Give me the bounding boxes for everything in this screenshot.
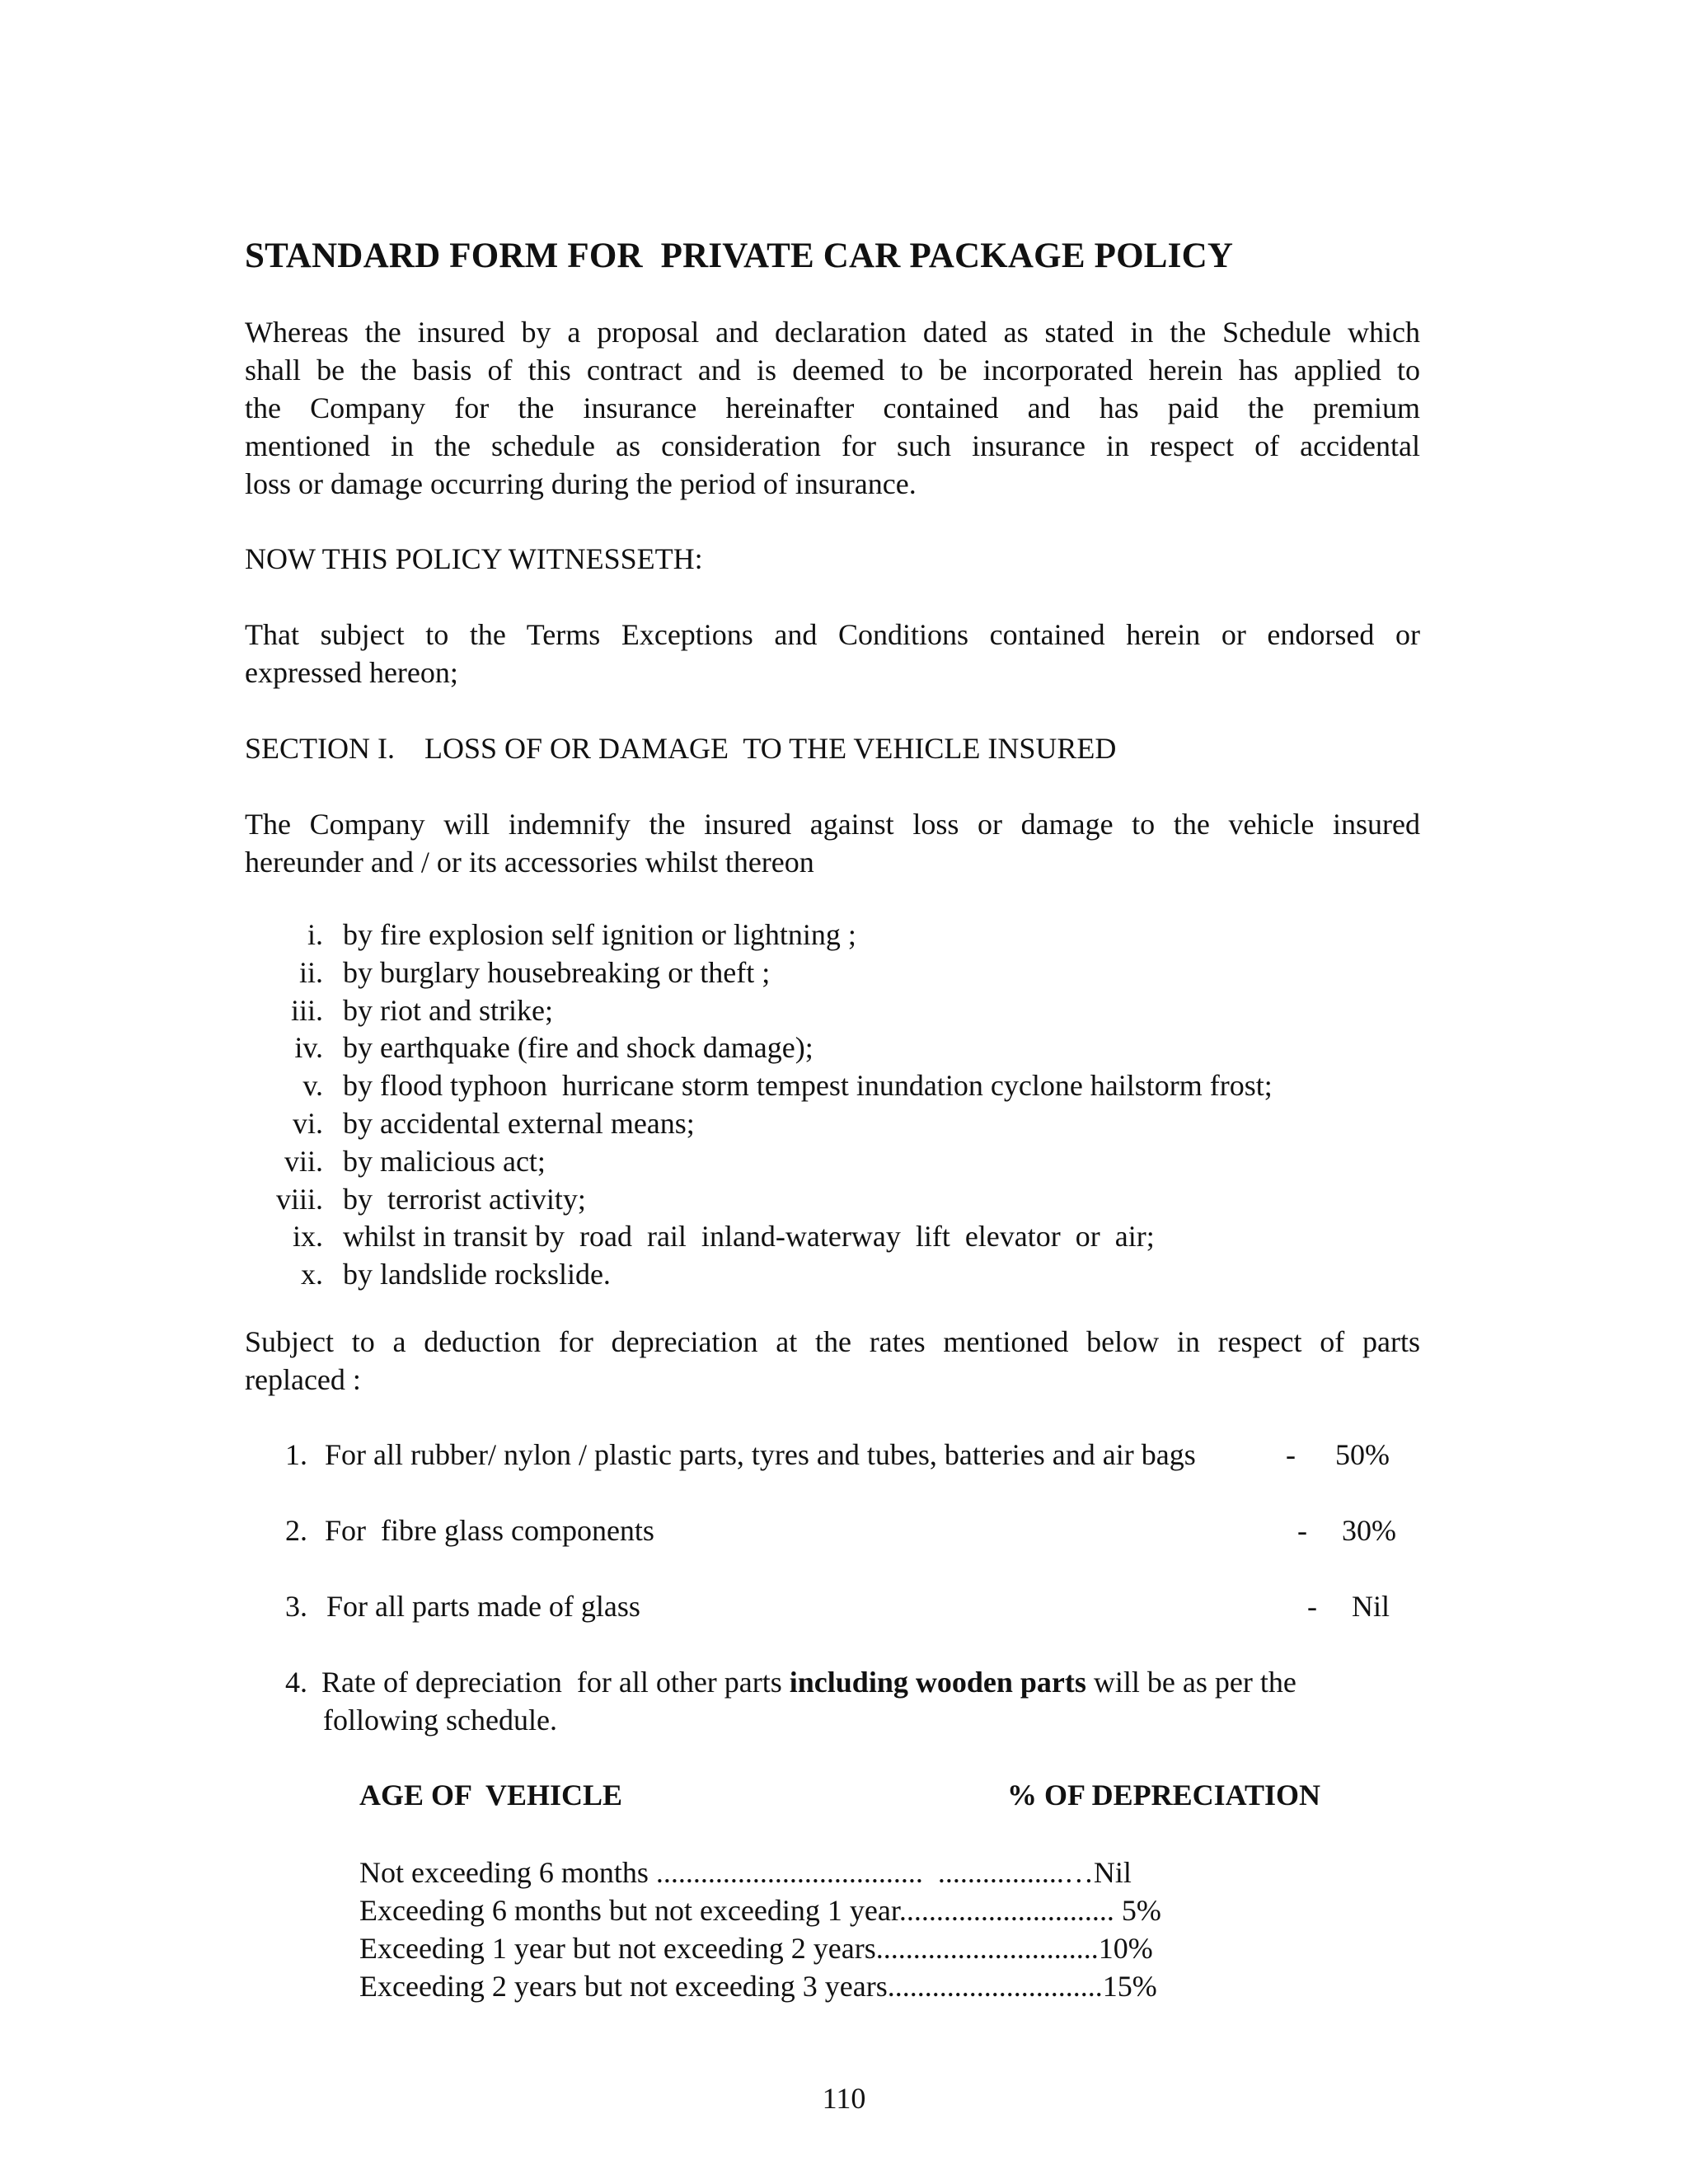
item4-line2: following schedule. bbox=[323, 1704, 557, 1736]
peril-text: by riot and strike; bbox=[343, 993, 553, 1027]
depreciation-item-number: 3. bbox=[285, 1590, 307, 1623]
indemnify-paragraph bbox=[245, 805, 1420, 881]
depreciation-item-number: 4. bbox=[285, 1666, 307, 1699]
deduction-line: Subject to a deduction for depreciation at the rates mentioned below in respect of parts bbox=[245, 1325, 1420, 1358]
page-number: 110 bbox=[822, 2082, 866, 2115]
subject-paragraph bbox=[245, 616, 1420, 691]
deduction-line: replaced : bbox=[245, 1363, 361, 1396]
peril-text: by earthquake (fire and shock damage); bbox=[343, 1031, 814, 1065]
intro-line: shall be the basis of this contract and is deemed to be incorporated herein has applied to bbox=[245, 354, 1420, 387]
peril-number: iii. bbox=[290, 993, 323, 1027]
depreciation-item-number: 2. bbox=[285, 1514, 307, 1547]
intro-line: Whereas the insured by a proposal and declaration dated as stated in the Schedule which bbox=[245, 316, 1420, 349]
depreciation-item-dash: - bbox=[1286, 1438, 1296, 1471]
intro-paragraph bbox=[245, 313, 1420, 503]
depreciation-item-text: For all parts made of glass bbox=[326, 1590, 640, 1623]
list-item bbox=[239, 992, 1273, 1030]
age-column-header: AGE OF VEHICLE bbox=[359, 1779, 623, 1811]
list-item bbox=[239, 1181, 1273, 1219]
intro-line: loss or damage occurring during the period of insurance. bbox=[245, 467, 917, 500]
perils-list bbox=[239, 916, 1273, 1294]
subject-line: That subject to the Terms Exceptions and Conditions contained herein or endorsed or bbox=[245, 618, 1420, 651]
table-row: Exceeding 1 year but not exceeding 2 years..............................10% bbox=[359, 1932, 1153, 1965]
item4-text-after: will be as per the bbox=[1085, 1666, 1296, 1699]
peril-text: whilst in transit by road rail inland-waterway lift elevator or air; bbox=[343, 1220, 1155, 1254]
indemnify-line: The Company will indemnify the insured against loss or damage to the vehicle insured bbox=[245, 808, 1420, 841]
depreciation-item-number: 1. bbox=[285, 1438, 307, 1471]
peril-text: by malicious act; bbox=[343, 1144, 546, 1178]
list-item bbox=[239, 1218, 1273, 1256]
depreciation-item-4-text bbox=[321, 1663, 1296, 1701]
list-item bbox=[239, 916, 1273, 954]
depreciation-item-rate: Nil bbox=[1352, 1590, 1390, 1623]
table-row: Exceeding 2 years but not exceeding 3 years.............................15% bbox=[359, 1970, 1157, 2003]
indemnify-line: hereunder and / or its accessories whilst thereon bbox=[245, 846, 814, 879]
deduction-paragraph bbox=[245, 1323, 1420, 1399]
list-item bbox=[239, 954, 1273, 992]
peril-number: vi. bbox=[292, 1106, 323, 1140]
intro-line: mentioned in the schedule as consideration for such insurance in respect of accidental bbox=[245, 429, 1420, 462]
list-item bbox=[239, 1029, 1273, 1067]
depreciation-item-rate: 30% bbox=[1342, 1514, 1396, 1547]
peril-number: i. bbox=[307, 918, 323, 951]
witnesseth-heading: NOW THIS POLICY WITNESSETH: bbox=[245, 542, 703, 575]
depreciation-item-text: For fibre glass components bbox=[325, 1514, 654, 1547]
peril-text: by landslide rockslide. bbox=[343, 1258, 611, 1291]
peril-number: v. bbox=[302, 1069, 323, 1103]
peril-number: ix. bbox=[292, 1220, 323, 1254]
list-item bbox=[239, 1067, 1273, 1105]
depreciation-item-dash: - bbox=[1297, 1514, 1307, 1547]
peril-number: viii. bbox=[275, 1182, 323, 1216]
depreciation-item-rate: 50% bbox=[1335, 1438, 1390, 1471]
section-heading: SECTION I. LOSS OF OR DAMAGE TO THE VEHICLE INSURED bbox=[245, 732, 1117, 765]
list-item bbox=[239, 1105, 1273, 1143]
table-row: Exceeding 6 months but not exceeding 1 year............................. 5% bbox=[359, 1894, 1161, 1927]
peril-number: x. bbox=[301, 1258, 323, 1291]
peril-text: by flood typhoon hurricane storm tempest inundation cyclone hailstorm frost; bbox=[343, 1069, 1273, 1103]
policy-title: STANDARD FORM FOR PRIVATE CAR PACKAGE POLICY bbox=[245, 237, 1234, 275]
intro-line: the Company for the insurance hereinafter contained and has paid the premium bbox=[245, 391, 1420, 424]
peril-text: by accidental external means; bbox=[343, 1106, 695, 1140]
depreciation-item-dash: - bbox=[1307, 1590, 1317, 1623]
peril-text: by fire explosion self ignition or lightning ; bbox=[343, 918, 856, 951]
subject-line: expressed hereon; bbox=[245, 656, 458, 689]
peril-number: ii. bbox=[298, 955, 323, 989]
peril-number: iv. bbox=[294, 1031, 323, 1065]
depreciation-column-header: % OF DEPRECIATION bbox=[1007, 1779, 1321, 1811]
list-item bbox=[239, 1143, 1273, 1181]
peril-number: vii. bbox=[284, 1144, 323, 1178]
list-item bbox=[239, 1256, 1273, 1294]
item4-text-before: Rate of depreciation for all other parts bbox=[321, 1666, 790, 1699]
peril-text: by burglary housebreaking or theft ; bbox=[343, 955, 771, 989]
table-row: Not exceeding 6 months .................................... .................…Nil bbox=[359, 1856, 1132, 1889]
item4-bold-text: including wooden parts bbox=[789, 1666, 1086, 1699]
depreciation-item-text: For all rubber/ nylon / plastic parts, tyres and tubes, batteries and air bags bbox=[325, 1438, 1196, 1471]
peril-text: by terrorist activity; bbox=[343, 1182, 586, 1216]
